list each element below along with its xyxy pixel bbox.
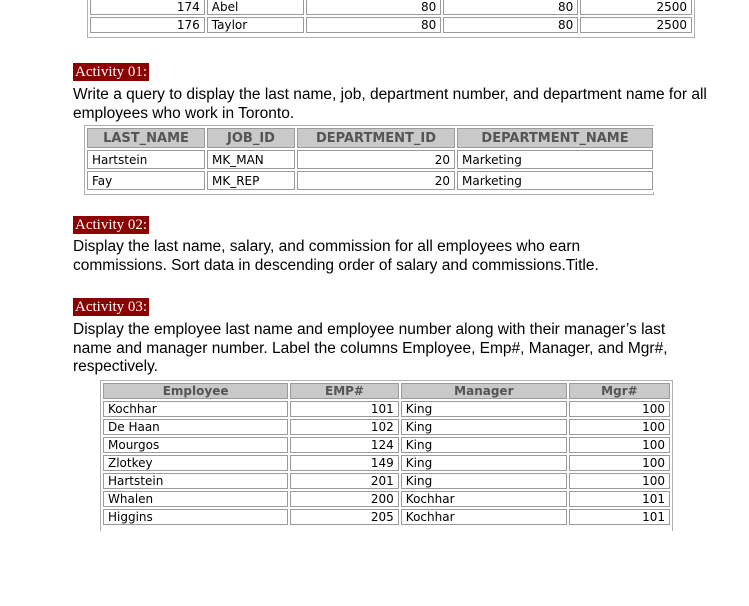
table-cell: Zlotkey [103,455,288,471]
activity-01-table [85,126,655,192]
activity-02-label: Activity 02: [75,217,148,233]
activity-02-text: Display the last name, salary, and commission for all employees who earn commissions. Sort data in descending order of salary and commissions.Title. [73,238,599,274]
table-cell: King [401,419,567,435]
table-cell: 101 [569,491,670,507]
table-cell: Mourgos [103,437,288,453]
table-cell: 100 [569,455,670,471]
column-header: Manager [401,383,567,399]
table-cell: Abel [207,0,305,15]
table-cell: Hartstein [103,473,288,489]
table-cell: 205 [290,509,399,525]
table-cell: Kochhar [401,509,567,525]
table-row [103,401,670,417]
column-header: JOB_ID [207,128,295,148]
table-cell: 174 [90,0,205,15]
activity-01-label: Activity 01: [75,64,148,80]
table-row [90,0,692,15]
table-row [87,171,653,190]
table-cell: 20 [297,171,455,190]
table-cell: 100 [569,401,670,417]
table-cell: King [401,437,567,453]
table-cell: Hartstein [87,150,205,169]
top-results-table [88,0,694,35]
table-cell: 100 [569,473,670,489]
table-row [103,437,670,453]
activity-03-text: Display the employee last name and employee number along with their manager’s last name and manager number. Label the columns Employee, Emp#, Manager, and Mgr#, respectively. [73,321,668,375]
column-header: DEPARTMENT_NAME [457,128,653,148]
table-cell: 2500 [580,0,692,15]
table-row [90,17,692,33]
table-cell: 101 [569,509,670,525]
table-row [103,455,670,471]
table-cell: Whalen [103,491,288,507]
table-row [103,473,670,489]
table-header-row [87,128,653,148]
activity-03-label: Activity 03: [75,299,148,315]
table-cell: 124 [290,437,399,453]
column-header: DEPARTMENT_ID [297,128,455,148]
table-row [103,419,670,435]
table-cell: De Haan [103,419,288,435]
table-cell: Taylor [207,17,305,33]
activity-03-table-frame [100,380,673,531]
column-header: Mgr# [569,383,670,399]
column-header: LAST_NAME [87,128,205,148]
table-cell: 80 [306,0,441,15]
activity-01-text: Write a query to display the last name, job, department number, and department name for all employees who work in Toronto. [73,86,707,122]
table-cell: 149 [290,455,399,471]
table-row [103,509,670,525]
table-cell: 2500 [580,17,692,33]
table-cell: Higgins [103,509,288,525]
column-header: EMP# [290,383,399,399]
column-header: Employee [103,383,288,399]
activity-03-table [101,381,672,527]
table-row [87,150,653,169]
table-cell: 100 [569,437,670,453]
table-cell: Marketing [457,171,653,190]
table-cell: Marketing [457,150,653,169]
table-cell: 80 [443,17,578,33]
table-row [103,491,670,507]
table-cell: 100 [569,419,670,435]
table-cell: Kochhar [103,401,288,417]
table-cell: MK_REP [207,171,295,190]
table-cell: 101 [290,401,399,417]
activity-01-table-frame [84,125,654,195]
table-cell: King [401,401,567,417]
table-cell: 176 [90,17,205,33]
table-cell: 200 [290,491,399,507]
table-cell: 80 [306,17,441,33]
table-cell: Fay [87,171,205,190]
table-cell: 201 [290,473,399,489]
table-cell: King [401,455,567,471]
table-cell: Kochhar [401,491,567,507]
top-table-frame [87,0,695,38]
table-cell: MK_MAN [207,150,295,169]
table-cell: King [401,473,567,489]
table-header-row [103,383,670,399]
table-cell: 80 [443,0,578,15]
table-cell: 102 [290,419,399,435]
table-cell: 20 [297,150,455,169]
